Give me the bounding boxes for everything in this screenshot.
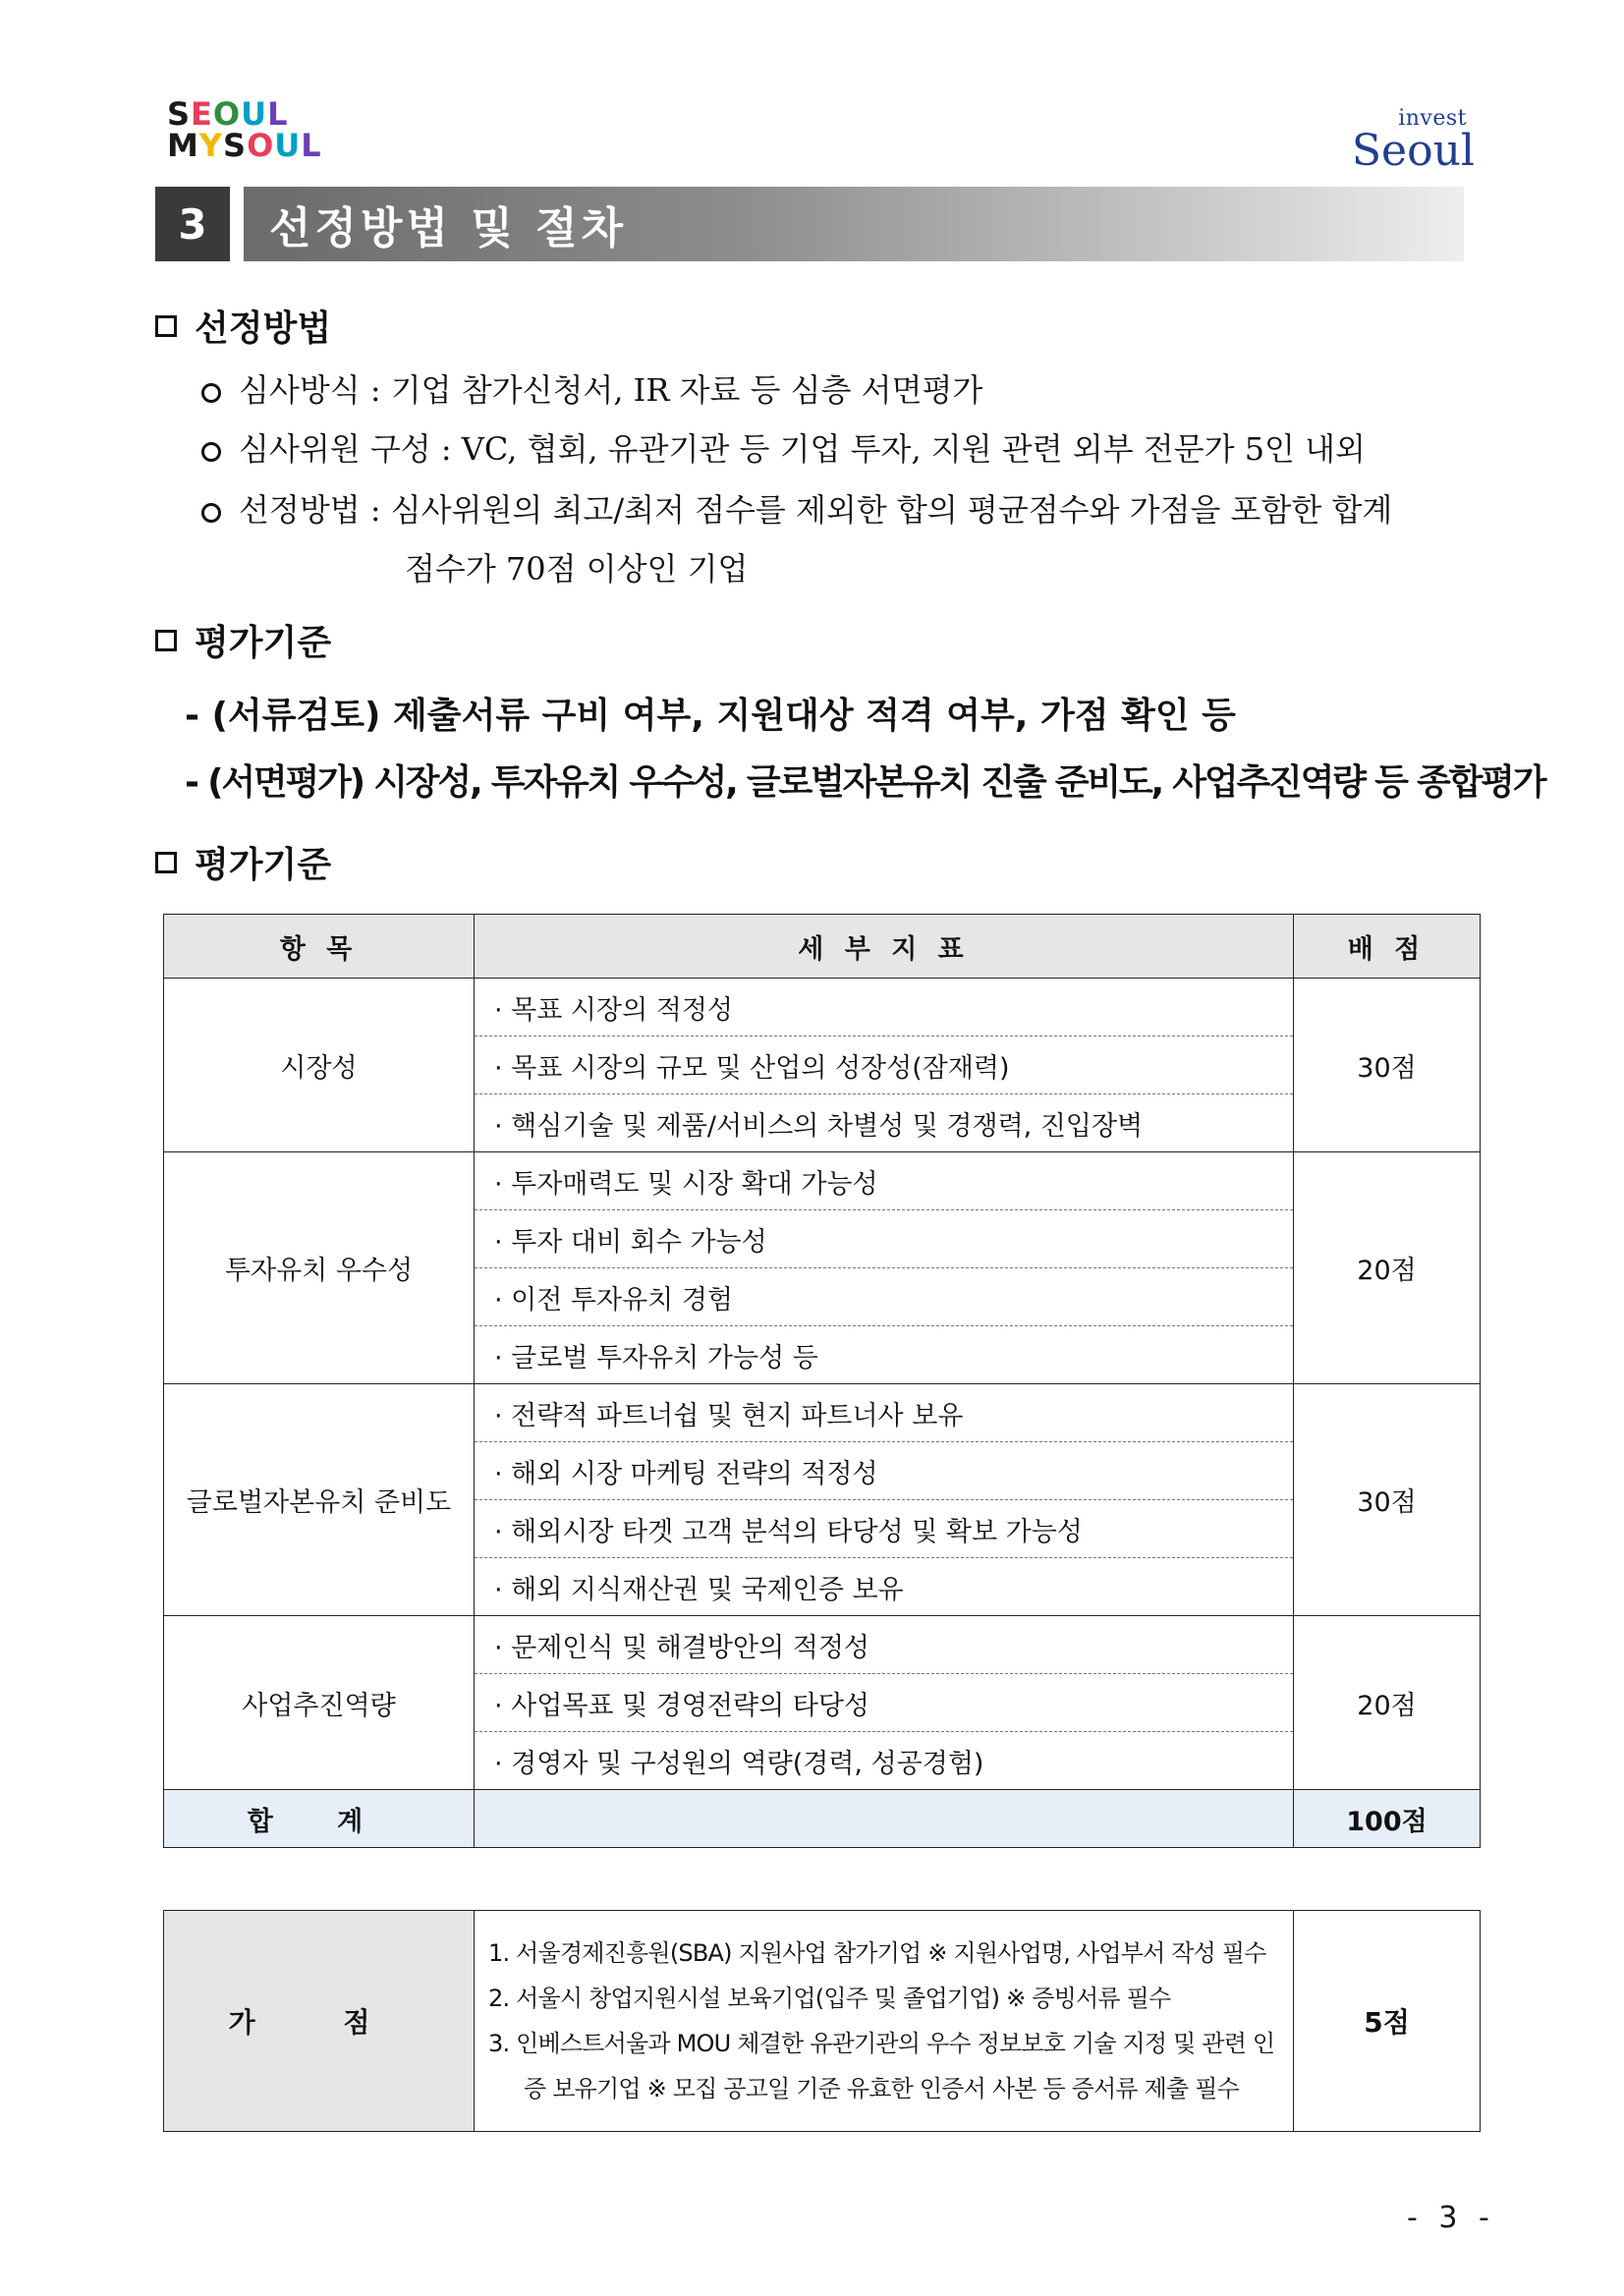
- total-empty-cell: [475, 1790, 1294, 1848]
- logo-invest-text: invest: [1398, 106, 1467, 131]
- category-cell: 투자유치 우수성: [164, 1152, 475, 1384]
- bonus-items: [475, 1911, 1294, 2132]
- criteria-line: - (서류검토) 제출서류 구비 여부, 지원대상 적격 여부, 가점 확인 등: [185, 696, 1236, 736]
- logo-line-2: M Y S O U L: [167, 127, 322, 164]
- table-row: [164, 1152, 1481, 1210]
- circle-bullet-icon: [201, 503, 221, 523]
- evaluation-table: [163, 914, 1481, 1848]
- indicator-cell: · 목표 시장의 적정성: [475, 979, 1294, 1036]
- section-header: [155, 187, 1464, 261]
- total-score: 100점: [1294, 1790, 1481, 1848]
- indicator-cell: · 해외 지식재산권 및 국제인증 보유: [475, 1558, 1294, 1616]
- checkbox-square-icon: [155, 630, 177, 651]
- section-title: 선정방법 및 절차: [244, 187, 1464, 261]
- indicator-cell: · 투자매력도 및 시장 확대 가능성: [475, 1152, 1294, 1210]
- checkbox-square-icon: [155, 852, 177, 873]
- seoul-my-soul-logo: [167, 95, 322, 164]
- selection-item-continuation: 점수가 70점 이상인 기업: [405, 550, 749, 588]
- indicator-cell: · 이전 투자유치 경험: [475, 1268, 1294, 1326]
- table-header-row: [164, 915, 1481, 979]
- criteria-line: - (서면평가) 시장성, 투자유치 우수성, 글로벌자본유치 진출 준비도, 사업추진역량 등 종합평가: [185, 762, 1545, 803]
- criteria-heading: [155, 615, 331, 665]
- bonus-item: 3. 인베스트서울과 MOU 체결한 유관기관의 우수 정보보호 기술 지정 및 관련 인증 보유기업 ※ 모집 공고일 기준 유효한 인증서 사본 등 증서류 제출 필수: [488, 2030, 1275, 2102]
- circle-bullet-icon: [201, 442, 221, 462]
- criteria-heading-text: 평가기준: [195, 623, 332, 663]
- indicator-cell: · 해외시장 타겟 고객 분석의 타당성 및 확보 가능성: [475, 1500, 1294, 1558]
- logo-seoul-text: Seoul: [1351, 126, 1475, 176]
- indicator-cell: · 사업목표 및 경영전략의 타당성: [475, 1674, 1294, 1732]
- logo-line-1: S E O U L: [167, 95, 289, 133]
- score-cell: 30점: [1294, 979, 1481, 1152]
- selection-item: 심사방식 : 기업 참가신청서, IR 자료 등 심층 서면평가: [201, 365, 982, 411]
- table-heading: [155, 837, 331, 887]
- indicator-cell: · 경영자 및 구성원의 역량(경력, 성공경험): [475, 1732, 1294, 1790]
- total-row: [164, 1790, 1481, 1848]
- selection-heading: [155, 301, 331, 351]
- indicator-cell: · 전략적 파트너쉽 및 현지 파트너사 보유: [475, 1384, 1294, 1442]
- table-row: [164, 1616, 1481, 1674]
- selection-item: 심사위원 구성 : VC, 협회, 유관기관 등 기업 투자, 지원 관련 외부 전문가 5인 내외: [201, 424, 1366, 470]
- table-row: [164, 979, 1481, 1036]
- page-number: - 3 -: [1407, 2201, 1495, 2235]
- score-cell: 20점: [1294, 1152, 1481, 1384]
- header-indicator: 세 부 지 표: [475, 915, 1294, 979]
- selection-heading-text: 선정방법: [195, 308, 332, 349]
- indicator-cell: · 해외 시장 마케팅 전략의 적정성: [475, 1442, 1294, 1500]
- indicator-cell: · 글로벌 투자유치 가능성 등: [475, 1326, 1294, 1384]
- total-label: 합 계: [164, 1790, 475, 1848]
- bonus-item: 2. 서울시 창업지원시설 보육기업(입주 및 졸업기업) ※ 증빙서류 필수: [488, 1985, 1171, 2012]
- section-number: 3: [155, 187, 230, 261]
- indicator-cell: · 투자 대비 회수 가능성: [475, 1210, 1294, 1268]
- indicator-cell: · 문제인식 및 해결방안의 적정성: [475, 1616, 1294, 1674]
- header-category: 항 목: [164, 915, 475, 979]
- score-cell: 30점: [1294, 1384, 1481, 1616]
- category-cell: 글로벌자본유치 준비도: [164, 1384, 475, 1616]
- bonus-score: 5점: [1294, 1911, 1481, 2132]
- table-row: [164, 1384, 1481, 1442]
- indicator-cell: · 목표 시장의 규모 및 산업의 성장성(잠재력): [475, 1036, 1294, 1094]
- header-score: 배 점: [1294, 915, 1481, 979]
- category-cell: 시장성: [164, 979, 475, 1152]
- indicator-cell: · 핵심기술 및 제품/서비스의 차별성 및 경쟁력, 진입장벽: [475, 1094, 1294, 1152]
- bonus-table: [163, 1910, 1481, 2132]
- circle-bullet-icon: [201, 383, 221, 403]
- selection-item: 선정방법 : 심사위원의 최고/최저 점수를 제외한 합의 평균점수와 가점을 포함한 합계: [201, 485, 1392, 531]
- checkbox-square-icon: [155, 315, 177, 337]
- bonus-row: [164, 1911, 1481, 2132]
- score-cell: 20점: [1294, 1616, 1481, 1790]
- category-cell: 사업추진역량: [164, 1616, 475, 1790]
- table-heading-text: 평가기준: [195, 845, 332, 885]
- bonus-label: 가 점: [164, 1911, 475, 2132]
- invest-seoul-logo: [1351, 106, 1475, 176]
- bonus-item: 1. 서울경제진흥원(SBA) 지원사업 참가기업 ※ 지원사업명, 사업부서 작성 필수: [488, 1939, 1266, 1967]
